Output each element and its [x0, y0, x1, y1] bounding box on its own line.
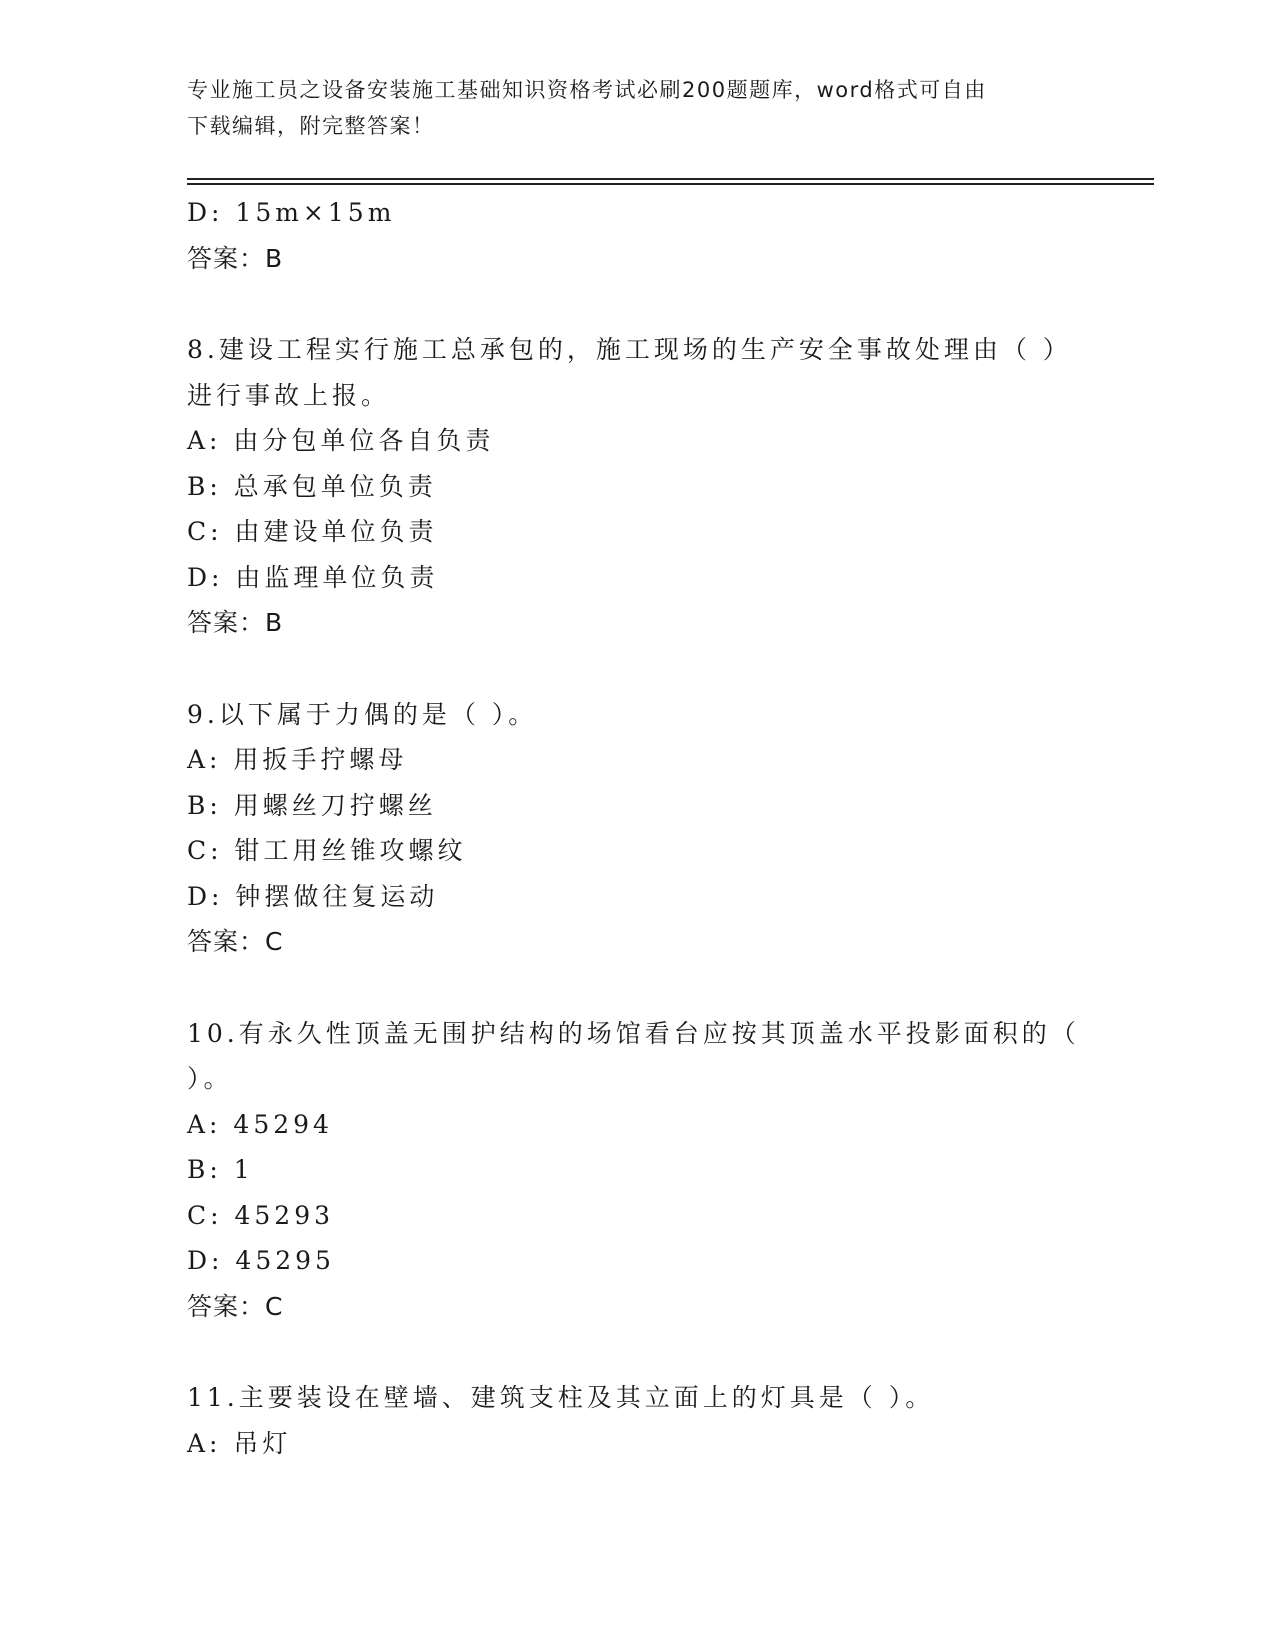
question-8	[187, 327, 1087, 646]
option-b: B: 1	[187, 1155, 254, 1184]
answer: 答案：B	[187, 608, 284, 637]
question-stem: 11.主要装设在壁墙、建筑支柱及其立面上的灯具是（ ）。	[187, 1383, 935, 1412]
question-stem: 8.建设工程实行施工总承包的，施工现场的生产安全事故处理由（ ）	[187, 335, 1072, 364]
answer: 答案：C	[187, 927, 284, 956]
option-d: D: 钟摆做往复运动	[187, 881, 439, 911]
option-a: A: 用扳手拧螺母	[187, 745, 408, 774]
option-b: B: 总承包单位负责	[187, 471, 437, 501]
option-c: C: 45293	[187, 1200, 335, 1230]
question-stem: 9.以下属于力偶的是（ ）。	[187, 699, 538, 729]
answer: 答案：C	[187, 1291, 284, 1321]
spacer	[187, 646, 1087, 692]
option-d: D: 由监理单位负责	[187, 562, 439, 592]
header-line-2: 下载编辑，附完整答案！	[187, 114, 435, 138]
spacer	[187, 281, 1087, 327]
option-a: A: 由分包单位各自负责	[187, 426, 495, 455]
header-divider-top	[187, 178, 1154, 180]
option-d: D: 45295	[187, 1246, 335, 1275]
prev-option-d: D: 15m×15m	[187, 198, 396, 227]
document-header	[187, 72, 1087, 144]
spacer	[187, 965, 1087, 1011]
question-stem-continued: ）。	[187, 1064, 233, 1093]
option-b: B: 用螺丝刀拧螺丝	[187, 790, 437, 820]
spacer	[187, 1329, 1087, 1375]
header-line-1: 专业施工员之设备安装施工基础知识资格考试必刷200题题库，word格式可自由	[187, 78, 987, 102]
header-divider-bottom	[187, 183, 1154, 185]
question-9	[187, 692, 1087, 965]
document-content	[187, 190, 1087, 1466]
question-stem: 10.有永久性顶盖无围护结构的场馆看台应按其顶盖水平投影面积的（	[187, 1018, 1080, 1048]
option-c: C: 钳工用丝锥攻螺纹	[187, 836, 467, 865]
option-c: C: 由建设单位负责	[187, 517, 438, 546]
question-stem-continued: 进行事故上报。	[187, 380, 391, 410]
prev-answer: 答案：B	[187, 243, 284, 273]
question-10	[187, 1011, 1087, 1330]
option-a: A: 45294	[187, 1109, 333, 1139]
question-11	[187, 1375, 1087, 1466]
option-a: A: 吊灯	[187, 1428, 292, 1458]
